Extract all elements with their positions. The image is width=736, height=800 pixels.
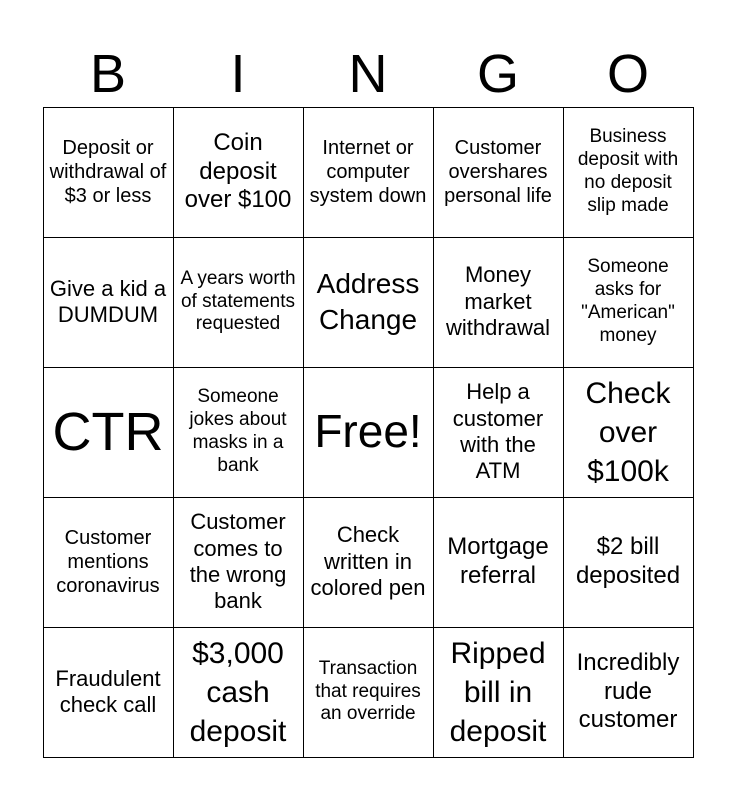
bingo-cell[interactable]: Check over $100k — [563, 367, 694, 498]
bingo-header — [43, 40, 693, 108]
bingo-cell[interactable]: $2 bill deposited — [563, 497, 694, 628]
bingo-cell[interactable]: Mortgage referral — [433, 497, 564, 628]
bingo-cell[interactable]: Help a customer with the ATM — [433, 367, 564, 498]
bingo-cell[interactable]: Incredibly rude customer — [563, 627, 694, 758]
bingo-cell[interactable]: Business deposit with no deposit slip made — [563, 107, 694, 238]
bingo-cell[interactable]: Check written in colored pen — [303, 497, 434, 628]
header-letter-g: G — [476, 44, 519, 104]
header-letter-o: O — [606, 44, 649, 104]
bingo-cell[interactable]: Give a kid a DUMDUM — [43, 237, 174, 368]
bingo-board — [43, 107, 693, 757]
bingo-cell[interactable]: A years worth of statements requested — [173, 237, 304, 368]
bingo-cell[interactable]: Customer comes to the wrong bank — [173, 497, 304, 628]
bingo-cell[interactable]: Coin deposit over $100 — [173, 107, 304, 238]
bingo-cell[interactable]: Transaction that requires an override — [303, 627, 434, 758]
bingo-cell[interactable]: Someone asks for "American" money — [563, 237, 694, 368]
bingo-cell[interactable]: Customer overshares personal life — [433, 107, 564, 238]
bingo-cell[interactable]: Fraudulent check call — [43, 627, 174, 758]
bingo-cell[interactable]: Address Change — [303, 237, 434, 368]
bingo-cell[interactable]: $3,000 cash deposit — [173, 627, 304, 758]
bingo-cell[interactable]: Internet or computer system down — [303, 107, 434, 238]
bingo-cell[interactable]: CTR — [43, 367, 174, 498]
bingo-cell[interactable]: Ripped bill in deposit — [433, 627, 564, 758]
free-space-cell[interactable]: Free! — [303, 367, 434, 498]
header-letter-i: I — [230, 44, 246, 104]
header-letter-n: N — [348, 44, 388, 104]
bingo-cell[interactable]: Money market withdrawal — [433, 237, 564, 368]
bingo-cell[interactable]: Customer mentions coronavirus — [43, 497, 174, 628]
header-letter-b: B — [89, 44, 127, 104]
bingo-cell[interactable]: Someone jokes about masks in a bank — [173, 367, 304, 498]
bingo-cell[interactable]: Deposit or withdrawal of $3 or less — [43, 107, 174, 238]
